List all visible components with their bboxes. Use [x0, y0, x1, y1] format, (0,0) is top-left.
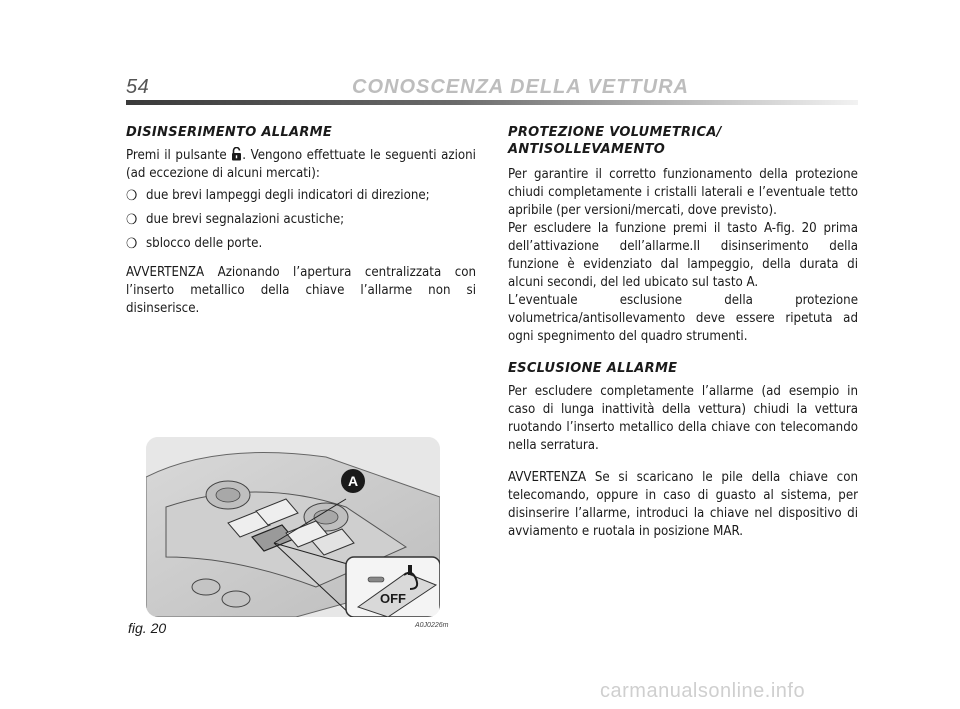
paragraph-esclusione: Per escludere completamente l’allarme (ad esempio in caso di lunga inattività della vettura) chiudi la vettura ruotando l’inserto metallico della chiave con telecomando nella serratura.	[508, 384, 858, 453]
heading-line-2: ANTISOLLEVAMENTO	[508, 142, 666, 157]
section-heading-disinserimento: DISINSERIMENTO ALLARME	[126, 125, 333, 140]
callout-label: A	[347, 473, 359, 489]
list-item-text: due brevi lampeggi degli indicatori di direzione;	[146, 188, 430, 203]
header-rule	[126, 100, 858, 105]
page-number: 54	[126, 76, 150, 98]
ring-bullet-icon: ❍	[126, 212, 138, 228]
running-title: CONOSCENZA DELLA VETTURA	[352, 76, 689, 98]
intro-text-end: . Vengono effettuate le seguenti azioni (ad eccezione di alcuni mercati):	[126, 148, 476, 181]
left-column	[126, 124, 476, 318]
off-label: OFF	[380, 591, 406, 606]
site-watermark: carmanualsonline.info	[600, 680, 806, 702]
warning-paragraph-right: AVVERTENZA Se si scaricano le pile della chiave con telecomando, oppure in caso di guasto al sistema, per disinserire l’allarme, introduci la chiave nel dispositivo di avviamento e ruotala in posizione MAR.	[508, 470, 858, 539]
list-item-text: sblocco delle porte.	[146, 236, 263, 251]
ring-bullet-icon: ❍	[126, 236, 138, 252]
warning-paragraph: AVVERTENZA Azionando l’apertura centralizzata con l’inserto metallico della chiave l’allarme non si disinserisce.	[126, 265, 476, 316]
intro-paragraph	[126, 147, 476, 183]
list-item	[126, 235, 476, 253]
unlock-icon	[231, 147, 242, 161]
actions-list	[126, 187, 476, 253]
list-item	[126, 211, 476, 229]
ring-bullet-icon: ❍	[126, 188, 138, 204]
heading-line-1: PROTEZIONE VOLUMETRICA/	[508, 125, 722, 140]
section-heading-protezione	[508, 124, 858, 158]
figure-code: A0J0226m	[415, 622, 449, 629]
right-column	[508, 124, 858, 541]
list-item	[126, 187, 476, 205]
intro-text-start: Premi il pulsante	[126, 148, 232, 163]
paragraph-protezione-2: Per escludere la funzione premi il tasto A-fig. 20 prima dell’attivazione dell’allarme.Il disinserimento della funzione è evidenziato dal lampeggio, della durata di alcuni secondi, del led ubicato sul tasto A.	[508, 221, 858, 290]
list-item-text: due brevi segnalazioni acustiche;	[146, 212, 345, 227]
section-heading-esclusione: ESCLUSIONE ALLARME	[508, 361, 678, 376]
paragraph-protezione-1: Per garantire il corretto funzionamento della protezione chiudi completamente i cristalli laterali e l’eventuale tetto apribile (per versioni/mercati, dove previsto).	[508, 167, 858, 218]
figure-caption: fig. 20	[128, 620, 167, 636]
overhead-console-illustration	[146, 437, 440, 617]
figure-20	[146, 437, 440, 617]
paragraph-protezione-3: L’eventuale esclusione della protezione volumetrica/antisollevamento deve essere ripetuta ad ogni spegnimento del quadro strumenti.	[508, 293, 858, 344]
